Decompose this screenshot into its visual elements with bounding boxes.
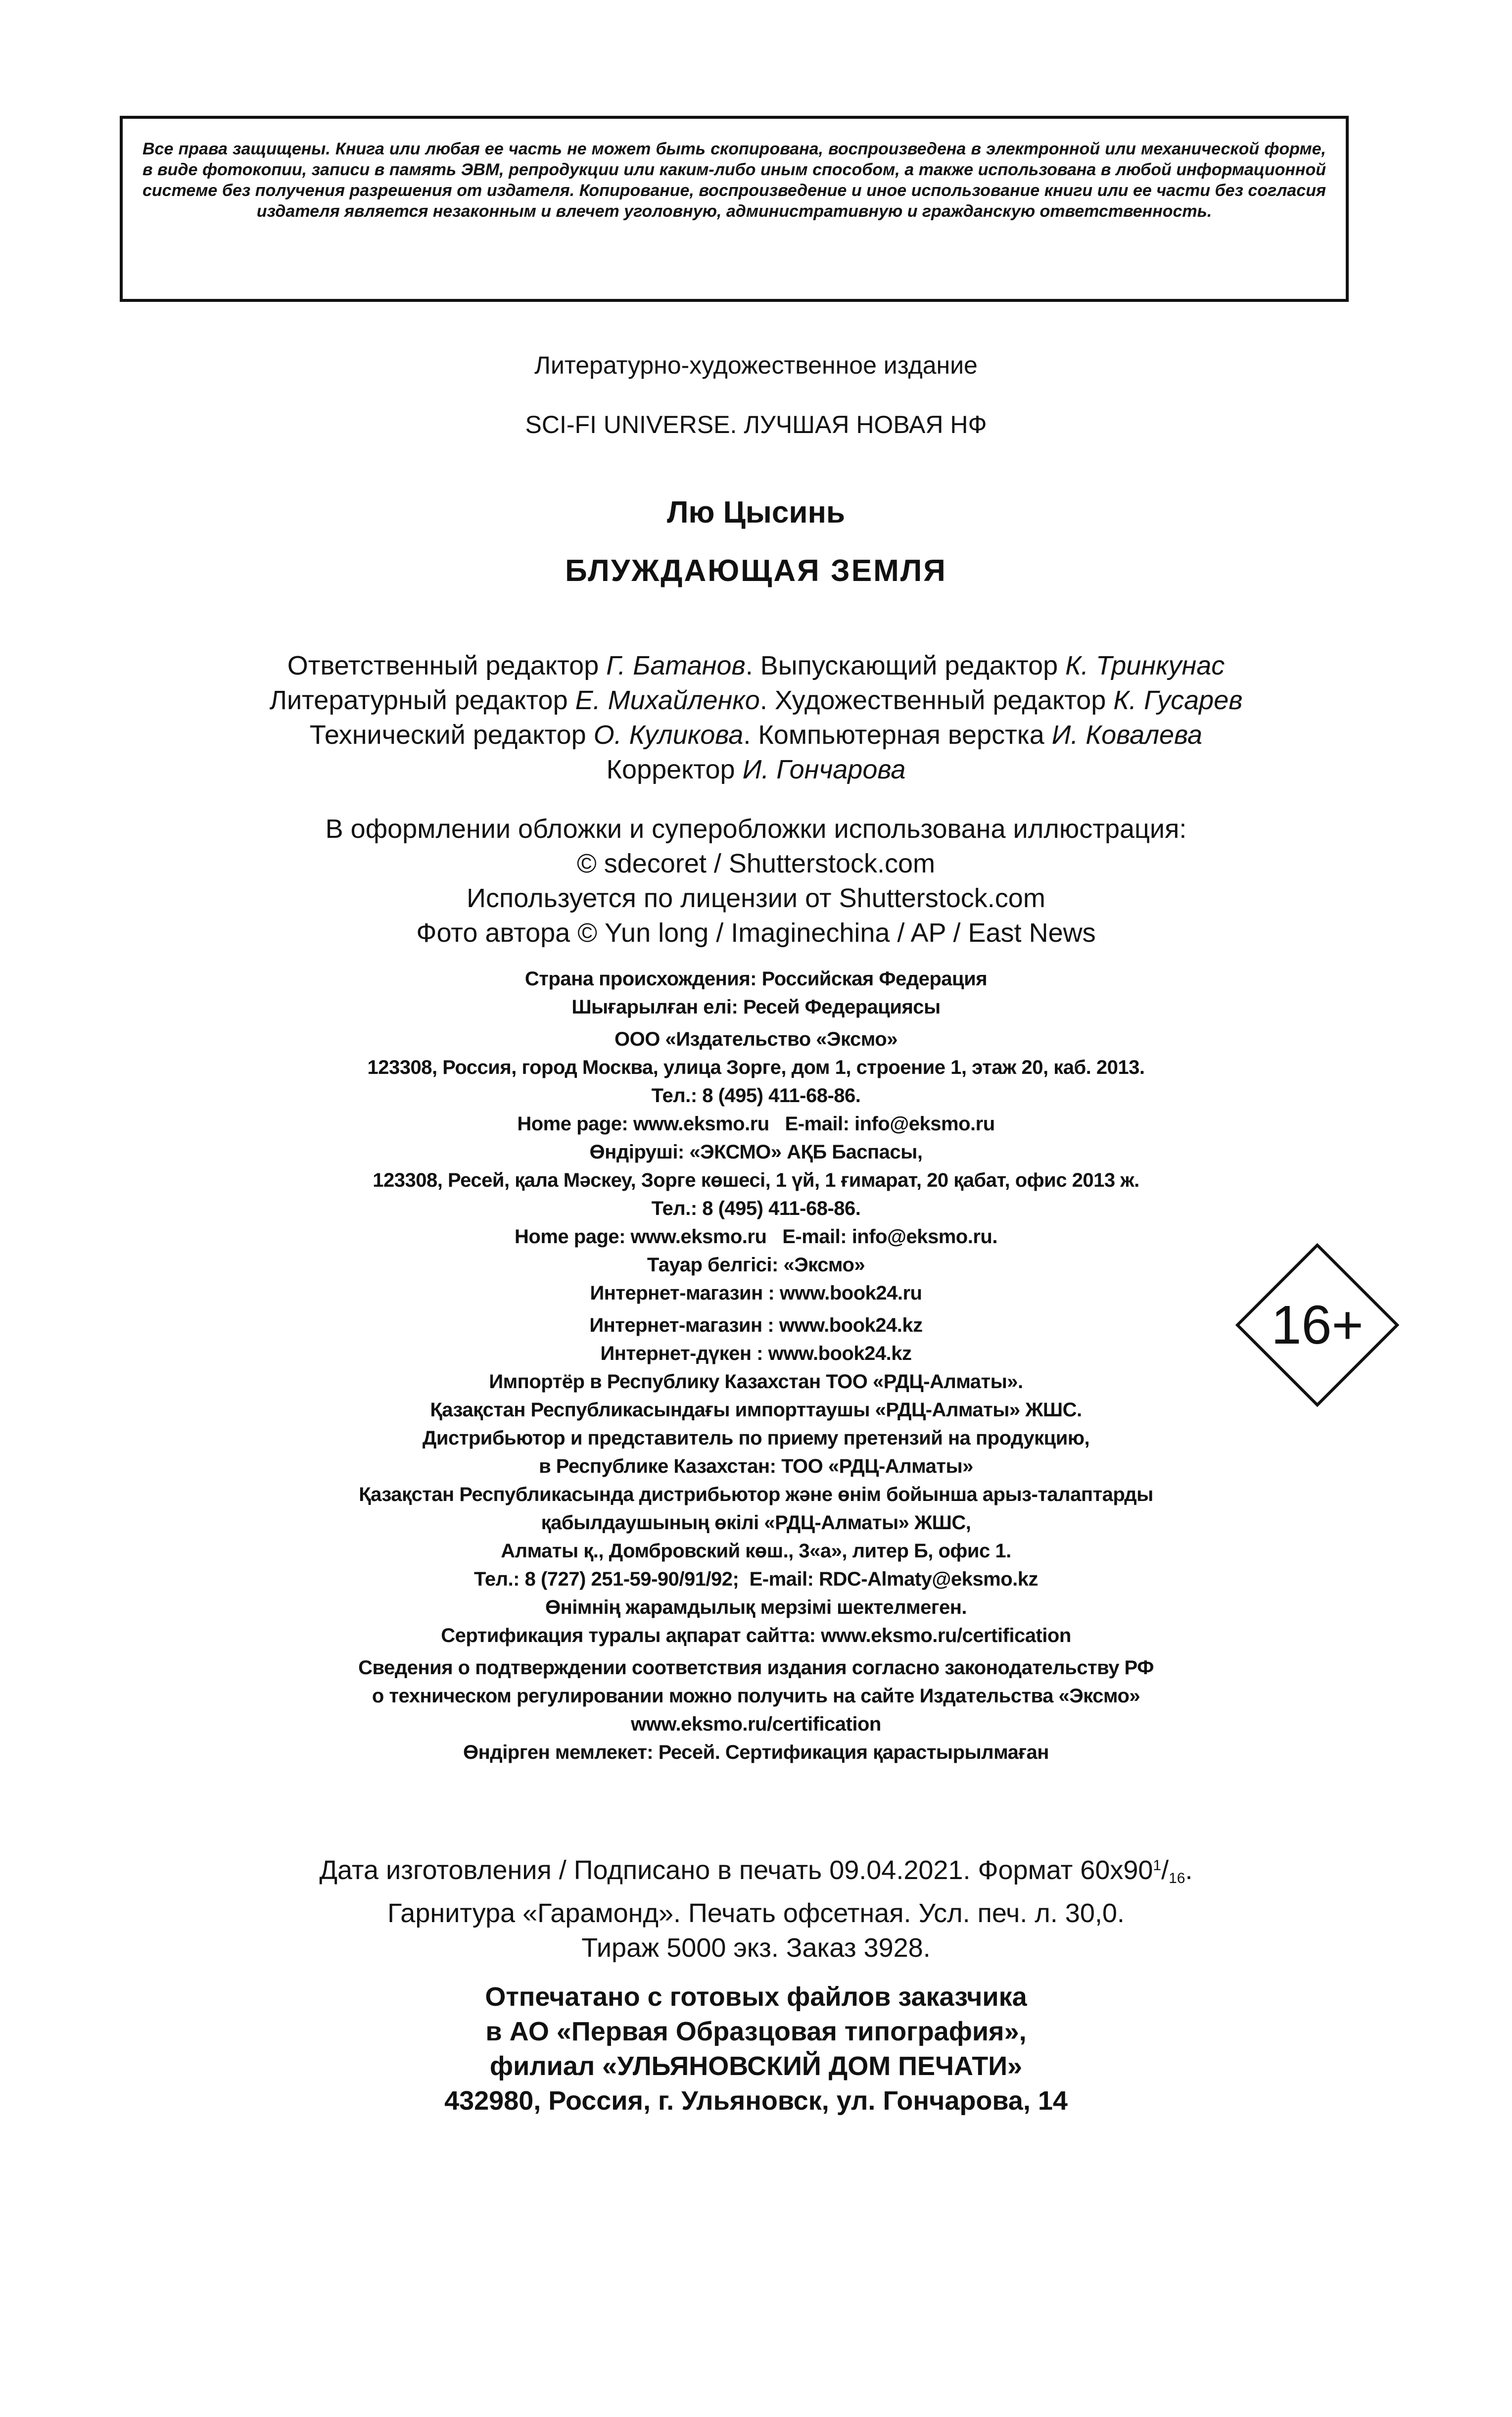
- printer-line: Отпечатано с готовых файлов заказчика: [485, 1982, 1027, 2012]
- rights-notice-box: [120, 116, 1349, 302]
- credits-line-1: Ответственный редактор Г. Батанов. Выпускающий редактор К. Тринкунас: [287, 651, 1225, 680]
- online-shop-kz: Интернет-магазин : www.book24.kz: [589, 1314, 923, 1336]
- credits-line-2: Литературный редактор Е. Михайленко. Художественный редактор К. Гусарев: [269, 685, 1243, 715]
- rights-notice: Все права защищены. Книга или любая ее часть не может быть скопирована, воспроизведена в электронной или механической форме, в виде фотокопии, записи в память ЭВМ, репродукции или каким-либо иным способом, а также использована в любой информационной системе без получения разрешения от издателя. Копирование, воспроизведение и иное использование книги или ее части без согласия издателя является незаконным и влечет уголовную, административную и гражданскую ответственность.: [142, 140, 1326, 221]
- illustration-line: Используется по лицензии от Shutterstock.com: [467, 883, 1045, 913]
- printer-line: филиал «УЛЬЯНОВСКИЙ ДОМ ПЕЧАТИ»: [489, 2051, 1023, 2081]
- imprint-line: Страна происхождения: Российская Федерация: [524, 968, 988, 990]
- imprint-line: 123308, Ресей, қала Мәскеу, Зорге көшесі, 1 үй, 1 ғимарат, 20 қабат, офис 2013 ж.: [373, 1169, 1139, 1191]
- imprint-line: қабылдаушының өкілі «РДЦ-Алматы» ЖШС,: [541, 1512, 971, 1534]
- imprint-line: Шығарылған елі: Ресей Федерациясы: [571, 996, 941, 1018]
- online-shop-ru: Интернет-магазин : www.book24.ru: [590, 1282, 922, 1304]
- imprint-line: Home page: www.eksmo.ru E-mail: info@eksmo.ru: [517, 1113, 995, 1135]
- publisher-name: ООО «Издательство «Эксмо»: [614, 1028, 898, 1050]
- imprint-line: в Республике Казахстан: ТОО «РДЦ-Алматы»: [539, 1455, 973, 1477]
- imprint-line: Өндіруші: «ЭКСМО» АҚБ Баспасы,: [589, 1141, 923, 1163]
- imprint-line: Тел.: 8 (727) 251-59-90/91/92; E-mail: RDC-Almaty@eksmo.kz: [473, 1568, 1039, 1590]
- imprint-line: Қазақстан Республикасындағы импорттаушы «РДЦ-Алматы» ЖШС.: [430, 1399, 1082, 1421]
- imprint-line: Өндірген мемлекет: Ресей. Сертификация қарастырылмаған: [463, 1741, 1049, 1763]
- printer-line: в АО «Первая Образцовая типография»,: [485, 2017, 1027, 2046]
- printer-line: 432980, Россия, г. Ульяновск, ул. Гончарова, 14: [444, 2086, 1068, 2116]
- imprint-line: Өнімнің жарамдылық мерзімі шектелмеген.: [545, 1596, 967, 1618]
- credits-line-3: Технический редактор О. Куликова. Компьютерная верстка И. Ковалева: [309, 720, 1203, 750]
- imprint-line: Сертификация туралы ақпарат сайтта: www.eksmo.ru/certification: [441, 1625, 1071, 1646]
- imprint-line: Импортёр в Республику Казахстан ТОО «РДЦ-Алматы».: [489, 1371, 1023, 1393]
- illustration-line: В оформлении обложки и суперобложки использована иллюстрация:: [325, 814, 1187, 844]
- book-title: БЛУЖДАЮЩАЯ ЗЕМЛЯ: [565, 554, 947, 588]
- author-name: Лю Цысинь: [666, 495, 846, 530]
- credits-line-4: Корректор И. Гончарова: [606, 755, 906, 784]
- credits-block: [0, 648, 1512, 787]
- imprint-line: Home page: www.eksmo.ru E-mail: info@eksmo.ru.: [515, 1226, 997, 1248]
- imprint-line: Алматы қ., Домбровский көш., 3«а», литер Б, офис 1.: [501, 1540, 1011, 1562]
- illustration-credits: [0, 812, 1512, 950]
- series-name: SCI-FI UNIVERSE. ЛУЧШАЯ НОВАЯ НФ: [525, 411, 987, 438]
- imprint-line: Тел.: 8 (495) 411-68-86.: [651, 1085, 861, 1107]
- imprint-line: Дистрибьютор и представитель по приему претензий на продукцию,: [422, 1427, 1090, 1449]
- illustration-line: Фото автора © Yun long / Imaginechina / AP / East News: [416, 918, 1096, 948]
- illustration-line: © sdecoret / Shutterstock.com: [576, 849, 936, 878]
- imprint-line: 123308, Россия, город Москва, улица Зорге, дом 1, строение 1, этаж 20, каб. 2013.: [367, 1057, 1145, 1078]
- age-rating-badge: [1234, 1242, 1400, 1408]
- online-shop-kz-2: Интернет-дүкен : www.book24.kz: [600, 1343, 912, 1364]
- imprint-line: Тауар белгісі: «Эксмо»: [647, 1254, 865, 1276]
- imprint-line: о техническом регулировании можно получить на сайте Издательства «Эксмо»: [372, 1685, 1140, 1707]
- printer-info: [0, 1980, 1512, 2118]
- imprint-line: Қазақстан Республикасында дистрибьютор және өнім бойынша арыз-талаптарды: [359, 1484, 1153, 1505]
- print-run: Тираж 5000 экз. Заказ 3928.: [581, 1933, 931, 1963]
- print-date-format: Дата изготовления / Подписано в печать 09.04.2021. Формат $60х90^1/_{16}$.: [319, 1855, 1193, 1886]
- print-details: [0, 1848, 1512, 1965]
- edition-type: Литературно-художественное издание: [534, 351, 978, 379]
- age-rating-text: 16+: [1271, 1295, 1364, 1355]
- imprint-line: Сведения о подтверждении соответствия издания согласно законодательству РФ: [358, 1657, 1154, 1679]
- imprint-line: Тел.: 8 (495) 411-68-86.: [651, 1198, 861, 1219]
- imprint-line: www.eksmo.ru/certification: [631, 1713, 881, 1735]
- print-typeface: Гарнитура «Гарамонд». Печать офсетная. Усл. печ. л. 30,0.: [387, 1898, 1125, 1928]
